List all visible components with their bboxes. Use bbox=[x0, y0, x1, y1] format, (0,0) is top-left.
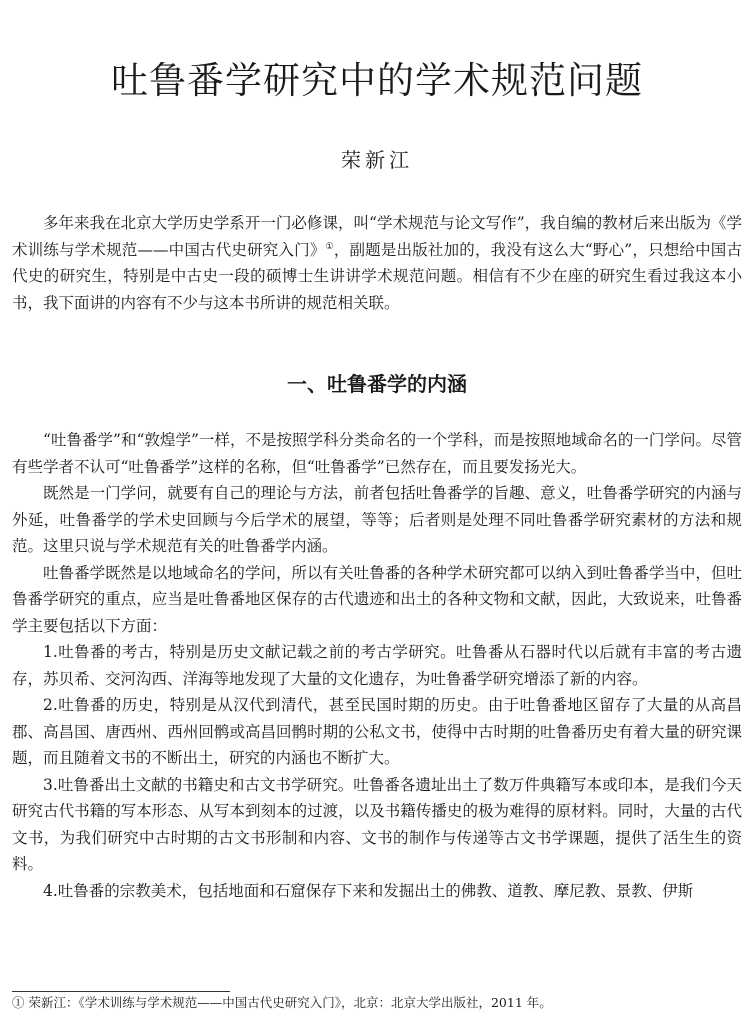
list-item-history: 2.吐鲁番的历史，特别是从汉代到清代，甚至民国时期的历史。由于吐鲁番地区留存了大量的从高昌郡、高昌国、唐西州、西州回鹘或高昌回鹘时期的公私文书，使得中古时期的吐鲁番历史有着大量的研究课题，而且随着文书的不断出土，研究的内涵也不断扩大。 bbox=[12, 696, 742, 767]
footnote: ① 荣新江：《学术训练与学术规范——中国古代史研究入门》，北京：北京大学出版社，2011 年。 bbox=[12, 995, 552, 1010]
footnote-reference: ① bbox=[325, 241, 334, 252]
paper-title: 吐鲁番学研究中的学术规范问题 bbox=[111, 59, 643, 102]
intro-text-after-ref: ，副题是出版社加的，我没有这么大“野心”，只想给中国古代史的研究生，特别是中古史一段的硕博士生讲讲学术规范问题。相信有不少在座的研究生看过我这本小书，我下面讲的内容有不少与这本书所讲的规范相关联。 bbox=[12, 240, 742, 312]
list-item-archaeology: 1.吐鲁番的考古，特别是历史文献记载之前的考古学研究。吐鲁番从石器时代以后就有丰富的考古遗存，苏贝希、交河沟西、洋海等地发现了大量的文化遗存，为吐鲁番学研究增添了新的内容。 bbox=[12, 643, 742, 688]
list-item-religious-art: 4.吐鲁番的宗教美术，包括地面和石窟保存下来和发掘出土的佛教、道教、摩尼教、景教、伊斯 bbox=[43, 881, 694, 900]
section-heading: 一、吐鲁番学的内涵 bbox=[287, 372, 467, 396]
author-name: 荣新江 bbox=[341, 148, 413, 172]
body-paragraph: 既然是一门学问，就要有自己的理论与方法，前者包括吐鲁番学的旨趣、意义，吐鲁番学研究的内涵与外延，吐鲁番学的学术史回顾与今后学术的展望，等等；后者则是处理不同吐鲁番学研究素材的方法和规范。这里只说与学术规范有关的吐鲁番学内涵。 bbox=[12, 484, 742, 555]
body-paragraph: 吐鲁番学既然是以地域命名的学问，所以有关吐鲁番的各种学术研究都可以纳入到吐鲁番学当中，但吐鲁番学研究的重点，应当是吐鲁番地区保存的古代遗迹和出土的各种文物和文献，因此，大致说来，吐鲁番学主要包括以下方面： bbox=[12, 563, 742, 635]
intro-paragraph bbox=[12, 210, 742, 316]
footnote-divider bbox=[12, 991, 230, 992]
intro-text-before-ref: 多年来我在北京大学历史学系开一门必修课，叫“学术规范与论文写作”，我自编的教材后来出版为《学术训练与学术规范——中国古代史研究入门》 bbox=[12, 214, 742, 259]
list-item-documents: 3.吐鲁番出土文献的书籍史和古文书学研究。吐鲁番各遗址出土了数万件典籍写本或印本，是我们今天研究古代书籍的写本形态、从写本到刻本的过渡，以及书籍传播史的极为难得的原材料。同时，大量的古代文书，为我们研究中古时期的古文书形制和内容、文书的制作与传递等古文书学课题，提供了活生生的资料。 bbox=[12, 775, 742, 873]
intro-section bbox=[12, 210, 742, 316]
section-body bbox=[12, 427, 742, 904]
body-paragraph: “吐鲁番学”和“敦煌学”一样，不是按照学科分类命名的一个学科，而是按照地域命名的一门学问。尽管有些学者不认可“吐鲁番学”这样的名称，但“吐鲁番学”已然存在，而且要发扬光大。 bbox=[12, 431, 742, 476]
